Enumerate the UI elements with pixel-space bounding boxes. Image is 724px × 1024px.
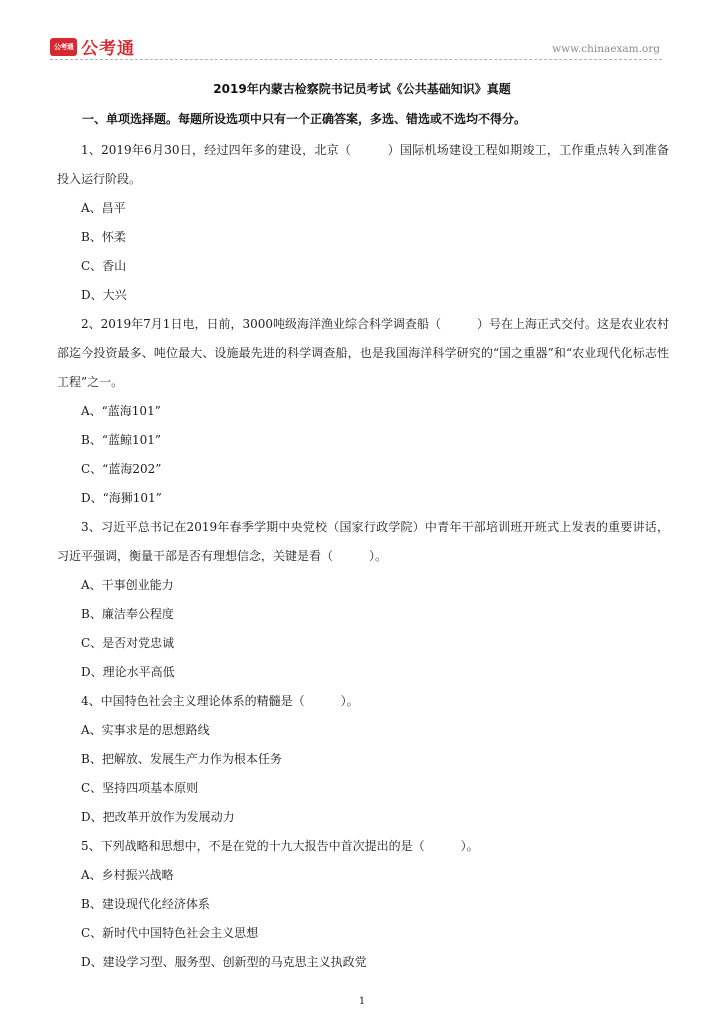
brand-logo[interactable] [50,34,135,59]
question-list [57,136,669,977]
option-b: B、怀柔 [81,230,126,244]
option-d: D、“海狮101” [81,491,162,505]
question-2 [57,310,669,513]
question-text: 4、中国特色社会主义理论体系的精髓是（ ）。 [81,694,359,708]
question-5 [57,832,669,977]
page-number: 1 [358,996,366,1007]
question-text: 5、下列战略和思想中，不是在党的十九大报告中首次提出的是（ ）。 [81,839,479,853]
option-d: D、大兴 [81,288,127,302]
question-4 [57,687,669,832]
option-c: C、“蓝海202” [81,462,162,476]
option-a: A、乡村振兴战略 [81,868,174,882]
question-3 [57,513,669,687]
option-a: A、实事求是的思想路线 [81,723,210,737]
option-c: C、香山 [81,259,127,273]
option-d: D、把改革开放作为发展动力 [81,810,235,824]
question-text: 2、2019年7月1日电，日前，3000吨级海洋渔业综合科学调查船（ ）号在上海正式交付。这是农业农村部迄今投资最多、吨位最大、设施最先进的科学调查船，也是我国海洋科学研究的“国之重器”和“农业现代化标志性工程”之一。 [57,317,669,389]
option-d: D、理论水平高低 [81,665,175,679]
option-a: A、昌平 [81,201,126,215]
question-text: 3、习近平总书记在2019年春季学期中央党校（国家行政学院）中青年干部培训班开班式上发表的重要讲话，习近平强调，衡量干部是否有理想信念，关键是看（ ）。 [57,520,669,563]
option-c: C、新时代中国特色社会主义思想 [81,926,259,940]
option-d: D、建设学习型、服务型、创新型的马克思主义执政党 [81,955,367,969]
header-divider [50,59,662,60]
option-c: C、坚持四项基本原则 [81,781,199,795]
site-url[interactable]: www.chinaexam.org [552,43,660,55]
option-b: B、把解放、发展生产力作为根本任务 [81,752,282,766]
option-c: C、是否对党忠诚 [81,636,175,650]
option-a: A、“蓝海101” [81,404,161,418]
question-1 [57,136,669,310]
document-title: 2019年内蒙古检察院书记员考试《公共基础知识》真题 [213,82,511,96]
option-b: B、建设现代化经济体系 [81,897,210,911]
option-b: B、“蓝鲸101” [81,433,161,447]
option-a: A、干事创业能力 [81,578,174,592]
logo-badge-icon: 公考通 [50,38,77,56]
question-text: 1、2019年6月30日，经过四年多的建设，北京（ ）国际机场建设工程如期竣工，工作重点转入到准备投入运行阶段。 [57,143,669,186]
logo-name: 公考通 [81,39,135,59]
page-header [0,0,724,62]
section-heading: 一、单项选择题。每题所设选项中只有一个正确答案，多选、错选或不选均不得分。 [82,112,527,126]
option-b: B、廉洁奉公程度 [81,607,174,621]
